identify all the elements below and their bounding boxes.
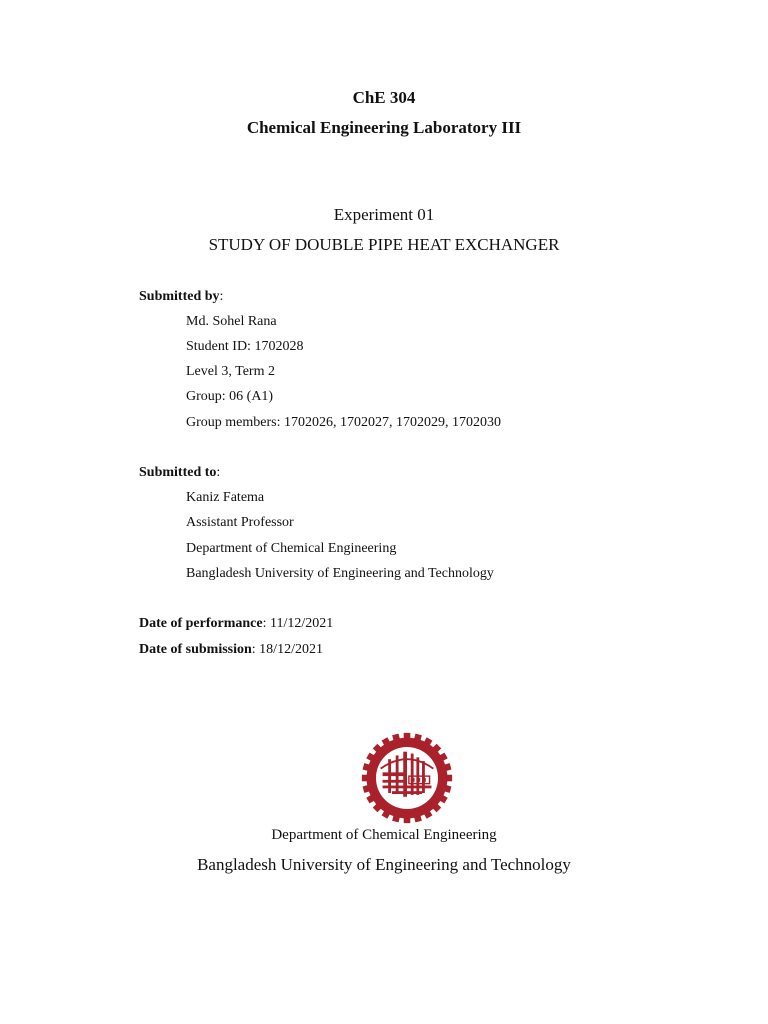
date-of-performance [139,616,333,632]
date-of-performance-value: : 11/12/2021 [262,616,334,631]
date-of-submission-label: Date of submission [139,642,252,657]
experiment-number: Experiment 01 [333,205,435,224]
submitter-name: Md. Sohel Rana [186,314,277,329]
instructor-department: Department of Chemical Engineering [186,541,397,556]
date-of-submission-value: : 18/12/2021 [251,642,323,657]
university-seal-logo [360,731,454,825]
level-term: Level 3, Term 2 [186,364,275,379]
submitted-to-label: Submitted to [139,465,217,480]
date-of-submission [139,642,323,658]
date-of-performance-label: Date of performance [139,616,263,631]
instructor-title: Assistant Professor [186,515,294,530]
instructor-name: Kaniz Fatema [186,490,265,505]
course-title: Chemical Engineering Laboratory III [246,118,522,137]
experiment-title: STUDY OF DOUBLE PIPE HEAT EXCHANGER [208,235,560,254]
group-members: Group members: 1702026, 1702027, 1702029, 1702030 [186,415,501,430]
course-code: ChE 304 [352,88,416,107]
footer-department: Department of Chemical Engineering [271,827,497,843]
footer-university: Bangladesh University of Engineering and Technology [197,855,571,874]
instructor-university: Bangladesh University of Engineering and Technology [186,566,494,581]
student-id: Student ID: 1702028 [186,339,304,354]
submitted-by-label: Submitted by [139,289,220,304]
group: Group: 06 (A1) [186,389,274,404]
submitted-to-heading: Submitted to: [139,465,221,480]
submitted-by-heading: Submitted by: [139,289,224,304]
